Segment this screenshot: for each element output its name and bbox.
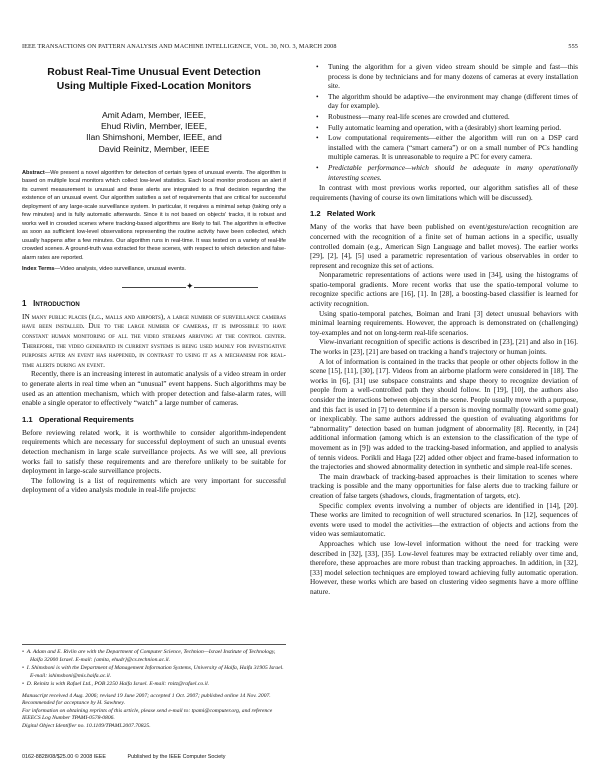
- abstract-label: Abstract: [22, 169, 45, 176]
- title-line-1: Robust Real-Time Unusual Event Detection: [47, 67, 261, 78]
- requirement-item: [316, 133, 578, 162]
- index-terms: [22, 265, 286, 274]
- related-paragraph-2: Nonparametric representations of actions were used in [34], using the histograms of spatio-temporal gradients. More recent works that use the spatio-temporal volume to recognize specific actions are [16], [1]. In [28], a boosting-based classifier is learned for activity recognition.: [310, 270, 578, 309]
- doi: Digital Object Identifier no. 10.1109/TPAMI.2007.70825.: [22, 722, 151, 729]
- author-1: Amit Adam, Member, IEEE,: [101, 110, 207, 120]
- requirement-text: Fully automatic learning and operation, with a (desirably) short learning period.: [328, 122, 562, 132]
- footnotes: [22, 644, 286, 730]
- abstract-text: —We present a novel algorithm for detection of certain types of unusual events. The algorithm is based on multiple local monitors which collect low-level statistics. Each local monitor produces an alert if its current measurement is unusual and these alerts are integrated to a final decision regarding the existence of an unusual event. Our algorithm satisfies a set of requirements that are critical for successful deployment of any large-scale surveillance system. In particular, it requires a minimal setup (taking only a few minutes) and is fully automatic afterwards. Since it is not based on objects' tracks, it is robust and works well in crowded scenes where tracking-based algorithms are likely to fail. The algorithm is effective as soon as sufficient low-level observations representing the routine activity have been collected, which usually happens after a few minutes. Our algorithm runs in real-time. It was tested on a variety of real-life crowded scenes. A ground-truth was extracted for these scenes, with respect to which detection and false-alarm rates are reported.: [22, 169, 286, 261]
- section-1-2-heading: [310, 209, 578, 219]
- copyright-line: [22, 754, 245, 760]
- index-terms-text: —Video analysis, video surveillance, unusual events.: [54, 266, 186, 273]
- author-2: Ehud Rivlin, Member, IEEE,: [100, 121, 208, 132]
- bullet-icon: •: [316, 122, 319, 132]
- abstract: [22, 169, 286, 263]
- separator-line-right: [194, 287, 258, 288]
- section-separator: [22, 282, 286, 292]
- running-header: [22, 43, 578, 55]
- publisher-line: Published by the IEEE Computer Society: [127, 754, 226, 760]
- section-1-1-heading: [22, 415, 286, 425]
- title-line-2: Using Multiple Fixed-Location Monitors: [56, 81, 252, 92]
- section-1-2-number: 1.2: [310, 209, 321, 219]
- intro-p1-text: N many public places (e.g., malls and airports), a large number of surveillance cameras have been installed. Due to the large number of cameras, it is impossible to have constant human monitoring of all the video streams arriving at the control center. Therefore, the video generated in current systems is being used mainly for investigative purposes after an event has happened, in contrast to using it as a mechanism for real-time alerts during an event.: [22, 311, 286, 369]
- requirement-item: [316, 62, 578, 91]
- footnote-2: • I. Shimshoni is with the Department of Management Information Systems, University of Haifa, Haifa 31905 Israel. E-mail: ishimshoni@mis.haifa.ac.il.: [22, 665, 284, 679]
- operational-paragraph-2: The following is a list of requirements which are very important for successful deployment of a video analysis module in real-life projects:: [22, 475, 286, 495]
- reprint-info: For information on obtaining reprints of this article, please send e-mail to: tpami@computer.org, and reference IEEECS Log Number TPAMI-0578-0806.: [22, 707, 273, 721]
- left-column: [22, 62, 286, 752]
- requirements-list: [310, 62, 578, 182]
- related-paragraph-4: View-invariant recognition of specific actions is described in [23], [21] and also in [16]. The works in [23], [21] are based on tracking a hand's trajectory or human joints.: [310, 337, 578, 357]
- related-paragraph-1: Many of the works that have been published on event/gesture/action recognition are concerned with the recognition of a finite set of human actions in a specific, usually controlled domain (e.g., American Sign Language and ballet moves). The earlier works [29], [2], [4], [5] used a parametric representation of various observables in order to represent and recognize this set of actions.: [310, 222, 578, 270]
- recommended-by: Recommended for acceptance by H. Sawhney.: [22, 700, 125, 706]
- bullet-icon: •: [316, 133, 319, 143]
- section-1-1-title: Operational Requirements: [38, 414, 134, 424]
- bullet-icon: •: [316, 62, 319, 71]
- bullet-icon: •: [316, 162, 319, 172]
- footnote-1: • A. Adam and E. Rivlin are with the Department of Computer Science, Technion—Israel Institute of Technology, Haifa 32000 Israel. E-mail: {amita, ehudr}@cs.technion.ac.il.: [22, 649, 276, 663]
- paper-title: [22, 66, 286, 94]
- requirement-item: [316, 111, 578, 122]
- related-paragraph-6: The main drawback of tracking-based approaches is their limitation to scenes where tracking is possible and the many opportunities for false alerts due to tracking failure or creation of false targets (shadows, clouds, fragmentation of targets, etc).: [310, 471, 578, 500]
- index-terms-label: Index Terms: [22, 266, 55, 273]
- copyright-code: 0162-8828/08/$25.00 © 2008 IEEE: [22, 754, 106, 760]
- requirement-text: Robustness—many real-life scenes are crowded and cluttered.: [328, 111, 510, 121]
- author-list: [22, 110, 286, 155]
- requirement-item: [316, 162, 578, 182]
- requirement-item: [316, 91, 578, 111]
- intro-paragraph-2: Recently, there is an increasing interest in automatic analysis of a video stream in order to generate alerts in real time when an “unusual” event happens. Such algorithms may be used as an attention mechanism, which with proper detection and false-alarm rates, will enable a single operator to effectively “watch” a large number of cameras.: [22, 369, 286, 408]
- bullet-icon: •: [316, 111, 319, 121]
- operational-paragraph-1: Before reviewing related work, it is worthwhile to consider algorithm-independent requirements which are necessary for successful deployment of such an unusual events detection mechanism in large scale surveillance projects. As we will see, all previous works fail to satisfy these requirements and are therefore unlikely to be suitable for deployment in large-scale surveillance projects.: [22, 427, 286, 476]
- related-paragraph-8: Approaches which use low-level information without the need for tracking were described in [32], [33], [35]. Low-level features may be extracted reliably over time and, therefore, these approaches are more robust than tracking approaches. In addition, in [32], [33] model selection techniques are employed toward achieving fully automatic operation. However, these works which are based on clustering video segments have a more offline nature.: [310, 538, 578, 596]
- requirement-item: [316, 122, 578, 133]
- intro-paragraph-1: [22, 312, 286, 370]
- requirement-text: Tuning the algorithm for a given video stream should be simple and fast—this process is done by technicians and for many dozens of cameras at every installation site.: [328, 62, 578, 91]
- author-4: David Reinitz, Member, IEEE: [98, 143, 210, 154]
- section-1-heading: [22, 299, 286, 309]
- dropcap: I: [22, 311, 25, 321]
- related-paragraph-5: A lot of information is contained in the tracks that people or other objects follow in the scene [15], [11], [30], [17]. Videos from an airborne platform were considered in [18]. The works in [6], [31] use subspace constraints and shape theory to recognize deviation of people from a well-controlled path they should follow. In [19], [10], the authors also consider the interactions between objects in the scene. People usually move with a purpose, and this fact is used in [7] to determine if a person is moving normally (toward some goal) or inexplicably. The same authors addressed the question of evaluating algorithms for “abnormality” detection based on human judgment of abnormality [8]. Recently, in [24] additional information (among which is an extension to the classification of the type of movement as in [9]) was added to the tracking-based information, and applied to analysis of tennis videos. Porikli and Haga [22] added other object and frame-based information to the trajectories and showed abnormality detection in synthetic and simple real-life scenes.: [310, 356, 578, 472]
- manuscript-dates: Manuscript received 4 Aug. 2006; revised 19 June 2007; accepted 1 Oct. 2007; published online 14 Nov. 2007.: [22, 692, 271, 699]
- requirements-conclusion: In contrast with most previous works reported, our algorithm satisfies all of these requirements (having of course its own limitations which will be discussed).: [310, 183, 578, 202]
- requirement-text: Predictable performance—which should be adequate in many operationally interesting scenes.: [328, 162, 578, 182]
- footnote-1-text: A. Adam and E. Rivlin are with the Department of Computer Science, Technion—Israel Institute of Technology, Haifa 32000 Israel. E-mail: {amita, ehudr}@cs.technion.ac.il.: [26, 649, 276, 663]
- section-1-number: 1: [22, 298, 27, 308]
- requirement-text: Low computational requirements—either the algorithm will run on a DSP card installed with the camera (“smart camera”) or on a small number of PCs handling multiple cameras. It is unreasonable to require a PC for every camera.: [328, 133, 578, 162]
- requirement-text: The algorithm should be adaptive—the environment may change (different times of day for example).: [328, 91, 578, 111]
- related-paragraph-3: Using spatio-temporal patches, Boiman and Irani [3] detect unusual behaviors with minimal learning requirements. However, the approach is demonstrated on (challenging) toy-examples and not on long-term real-life scenarios.: [310, 308, 578, 337]
- footnote-3-text: D. Reinitz is with Rafael Ltd., POB 2250 Haifa Israel. E-mail: rnitz@rafael.co.il.: [26, 681, 210, 687]
- footnote-2-text: I. Shimshoni is with the Department of Management Information Systems, University of Haifa, Haifa 31905 Israel. E-mail: ishimshoni@mis.haifa.ac.il.: [26, 665, 284, 679]
- separator-diamond-icon: ✦: [186, 280, 194, 291]
- footnote-3: • D. Reinitz is with Rafael Ltd., POB 2250 Haifa Israel. E-mail: rnitz@rafael.co.il.: [22, 681, 210, 687]
- right-column: [310, 62, 578, 752]
- section-1-1-number: 1.1: [22, 414, 33, 424]
- journal-header: IEEE TRANSACTIONS ON PATTERN ANALYSIS AND MACHINE INTELLIGENCE, VOL. 30, NO. 3, MARCH 2008: [22, 43, 337, 50]
- section-1-2-title: Related Work: [326, 209, 376, 219]
- author-3: Ilan Shimshoni, Member, IEEE, and: [86, 132, 222, 143]
- separator-line-left: [122, 287, 186, 288]
- bullet-icon: •: [316, 91, 319, 101]
- page-number: 555: [568, 43, 578, 50]
- related-paragraph-7: Specific complex events involving a number of objects are identified in [14], [20]. These works are limited to recognition of well structured scenarios. In [12], sequences of events were used to model the activities—the extraction of objects and actions from the video was semiautomatic.: [310, 500, 578, 539]
- section-1-title: Introduction: [33, 298, 80, 308]
